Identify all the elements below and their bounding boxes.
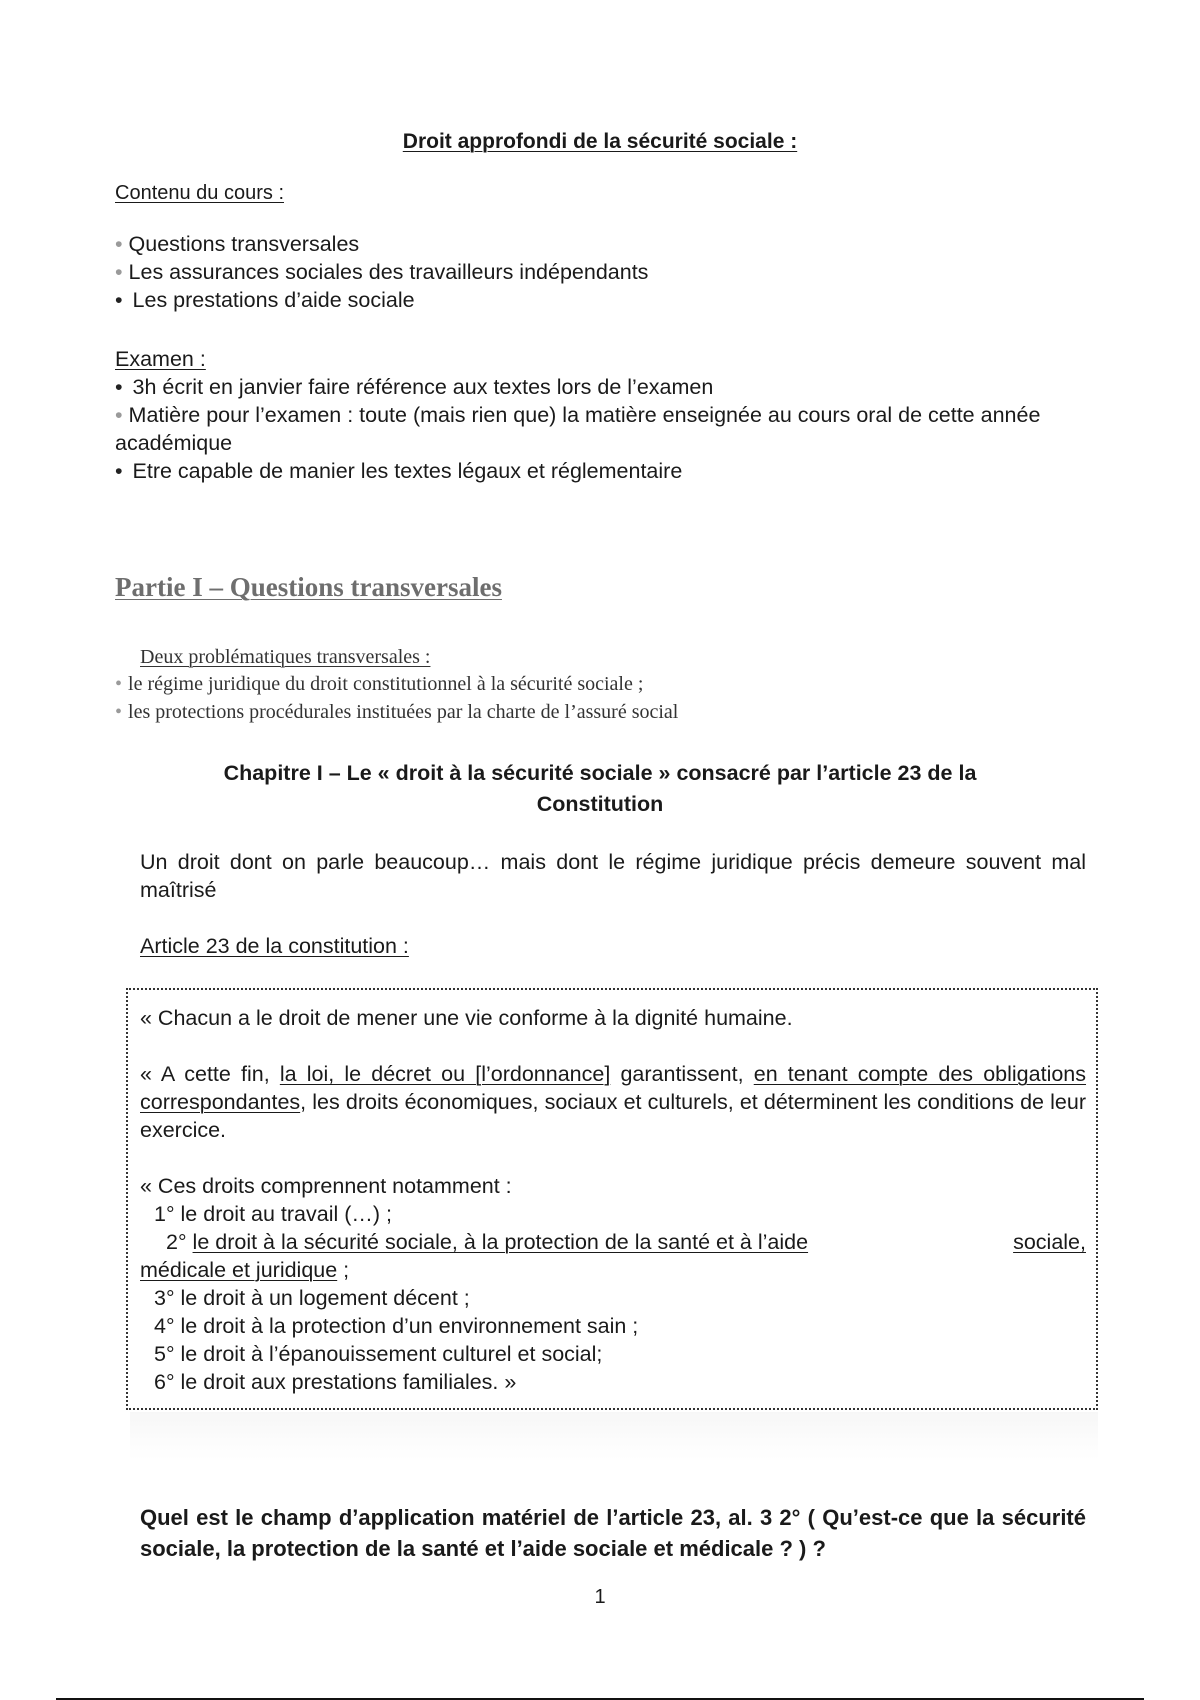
bullet-icon: • [115, 403, 123, 427]
section-list [115, 670, 678, 726]
bullet-icon: • [115, 459, 123, 483]
quote-text [140, 1004, 1086, 1396]
quote-list-item-cont: médicale et juridique ; [140, 1258, 350, 1282]
quote-paragraph: « Chacun a le droit de mener une vie conforme à la dignité humaine. [140, 1006, 793, 1030]
list-item: • Etre capable de manier les textes légaux et réglementaire [115, 459, 683, 483]
bullet-icon: • [115, 260, 123, 284]
section-subheading: Deux problématiques transversales : [140, 646, 431, 668]
contenu-heading: Contenu du cours : [115, 182, 284, 204]
examen-list [115, 373, 1090, 485]
section-title: Partie I – Questions transversales [115, 572, 502, 602]
list-item: • Matière pour l’examen : toute (mais rien que) la matière enseignée au cours oral de cette année académique [115, 403, 1041, 455]
quote-paragraph: « Ces droits comprennent notamment : [140, 1174, 512, 1198]
list-item: • 3h écrit en janvier faire référence aux textes lors de l’examen [115, 375, 714, 399]
quote-list-item: 2° le droit à la sécurité sociale, à la protection de la santé et à l’aide sociale, [166, 1230, 1086, 1254]
quote-list-item: 5° le droit à l’épanouissement culturel et social; [154, 1342, 603, 1366]
bullet-icon: • [115, 288, 123, 312]
examen-heading: Examen : [115, 347, 206, 371]
list-item: • le régime juridique du droit constitutionnel à la sécurité sociale ; [115, 673, 644, 695]
bullet-icon: • [115, 375, 123, 399]
shaded-band [130, 1412, 1098, 1460]
bullet-icon: • [115, 673, 123, 695]
bullet-icon: • [115, 232, 123, 256]
quote-list-item: 4° le droit à la protection d’un environnement sain ; [154, 1314, 639, 1338]
list-item: • Les assurances sociales des travailleurs indépendants [115, 260, 649, 284]
quote-list-item: 3° le droit à un logement décent ; [154, 1286, 470, 1310]
bullet-icon: • [115, 701, 123, 723]
quote-list-item: 6° le droit aux prestations familiales. » [154, 1370, 517, 1394]
contenu-list [115, 230, 648, 314]
list-item: • Les prestations d’aide sociale [115, 288, 415, 312]
quote-list-item: 1° le droit au travail (…) ; [154, 1202, 393, 1226]
chapter-intro: Un droit dont on parle beaucoup… mais dont le régime juridique précis demeure souvent mal maîtrisé [140, 850, 1086, 902]
article-heading: Article 23 de la constitution : [140, 934, 409, 958]
document-title: Droit approfondi de la sécurité sociale : [402, 130, 798, 153]
chapter-title: Chapitre I – Le « droit à la sécurité sociale » consacré par l’article 23 de la Constitution [223, 761, 977, 816]
list-item: • les protections procédurales instituées par la charte de l’assuré social [115, 701, 679, 723]
question-text: Quel est le champ d’application matériel de l’article 23, al. 3 2° ( Qu’est-ce que la sécurité sociale, la protection de la santé et l’aide sociale et médicale ? ) ? [140, 1505, 1086, 1561]
list-item: • Questions transversales [115, 232, 360, 256]
quote-paragraph: « A cette fin, la loi, le décret ou [l’ordonnance] garantissent, en tenant compte des obligations correspondantes, les droits économiques, sociaux et culturels, et déterminent les conditions de leur exercice. [140, 1062, 1087, 1142]
page-number: 1 [594, 1586, 606, 1608]
